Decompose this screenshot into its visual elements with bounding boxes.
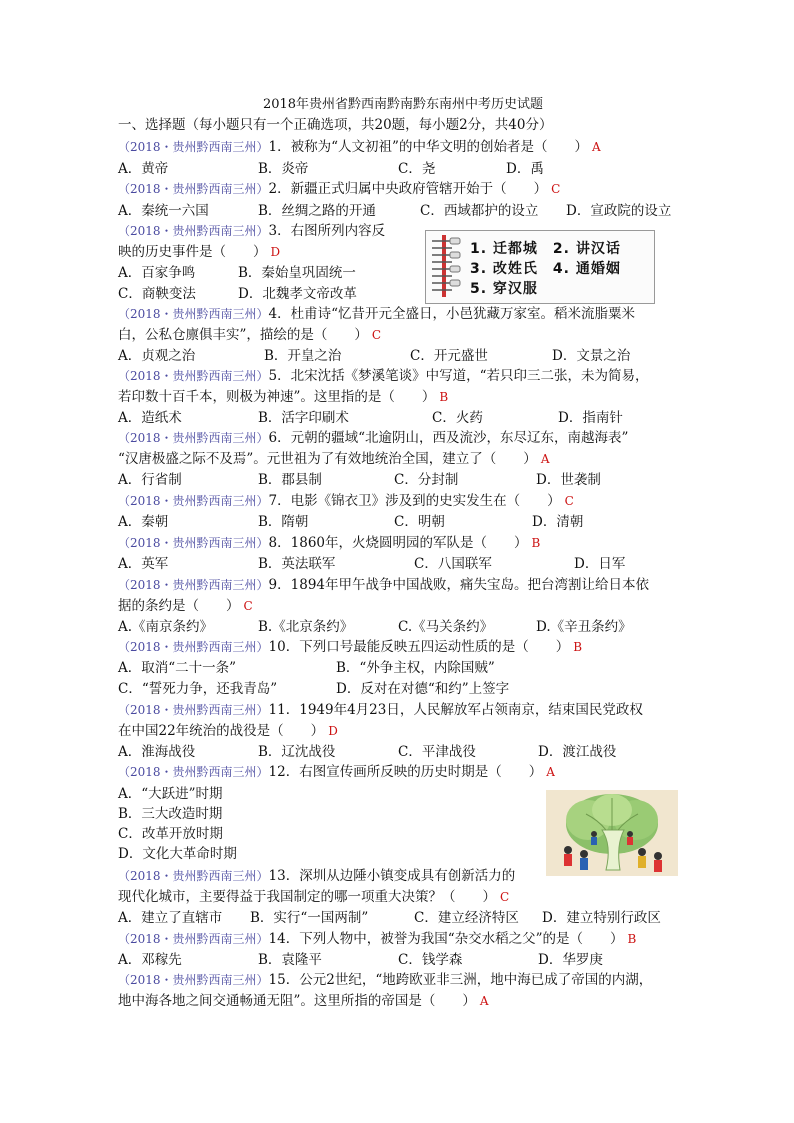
- question-text-cont: 现代化城市，主要得益于我国制定的哪一项重大决策？（ ）: [118, 888, 496, 905]
- answer-key: D: [328, 723, 338, 738]
- question-text: 4．杜甫诗“忆昔开元全盛日，小邑犹藏万家室。稻米流脂粟米: [268, 306, 636, 322]
- option-a: A．英军: [118, 556, 169, 572]
- question-1: [118, 137, 678, 158]
- option-d: D．渡江战役: [538, 744, 617, 760]
- option-b: B．炎帝: [258, 161, 309, 177]
- option-b: B．袁隆平: [258, 952, 322, 968]
- question-text-cont: 在中国22年统治的战役是（ ）: [118, 722, 325, 739]
- answer-key: B: [439, 389, 449, 404]
- option-d: D.《辛丑条约》: [536, 619, 632, 635]
- notebook-rings-icon: [428, 233, 464, 299]
- option-b: B．“外争主权，内除国贼”: [336, 660, 495, 676]
- question-text: 15．公元2世纪，“地跨欧亚非三洲，地中海已成了帝国的内湖，: [268, 972, 653, 988]
- reform-line: 5. 穿汉服: [470, 281, 538, 297]
- options-13: [118, 908, 678, 928]
- question-text: 2．新疆正式归属中央政府管辖开始于（ ）: [268, 181, 548, 197]
- question-source: （2018・贵州黔西南三州）: [118, 973, 269, 987]
- option-c: C．商鞅变法: [118, 286, 196, 302]
- option-d: D．指南针: [558, 410, 623, 426]
- question-source: （2018・贵州黔西南三州）: [118, 640, 269, 654]
- answer-key: C: [564, 494, 574, 508]
- option-a: A．贞观之治: [118, 348, 196, 364]
- question-source: （2018・贵州黔西南三州）: [118, 765, 269, 779]
- option-c: C.《马关条约》: [398, 619, 494, 635]
- section-heading: 一、选择题（每小题只有一个正确选项，共20题，每小题2分，共40分）: [118, 117, 553, 133]
- page-title: 2018年贵州省黔西南黔南黔东南州中考历史试题: [262, 97, 544, 112]
- option-c: C．改革开放时期: [118, 826, 223, 842]
- question-source: （2018・贵州黔西南三州）: [118, 369, 269, 383]
- question-7: [118, 491, 678, 512]
- option-c: C．“誓死力争，还我青岛”: [118, 681, 278, 697]
- option-d: D．世袭制: [536, 472, 601, 488]
- propaganda-poster-image: [546, 790, 678, 876]
- option-b: B．三大改造时期: [118, 806, 223, 822]
- question-15: [118, 970, 678, 1012]
- question-text-cont: 地中海各地之间交通畅通无阻”。这里所指的帝国是（ ）: [118, 992, 476, 1009]
- question-text-cont: 据的条约是（ ）: [118, 597, 240, 614]
- option-d: D．清朝: [532, 514, 584, 530]
- question-13: [118, 866, 548, 908]
- answer-key: D: [270, 244, 281, 259]
- reform-line: 1. 迁都城 2. 讲汉话: [470, 241, 621, 257]
- option-d: D．文化大革命时期: [118, 846, 237, 862]
- option-a: A.《南京条约》: [118, 619, 214, 635]
- option-b: B．郡县制: [258, 472, 322, 488]
- option-a: A．取消“二十一条”: [118, 660, 237, 676]
- answer-key: B: [627, 932, 637, 946]
- option-a: A．邓稼先: [118, 952, 182, 968]
- question-text: 11．1949年4月23日，人民解放军占领南京，结束国民党政权: [268, 702, 643, 718]
- option-b: B．开皇之治: [264, 348, 342, 364]
- answer-key: B: [531, 536, 541, 550]
- answer-key: A: [546, 765, 555, 779]
- options-11: [118, 742, 678, 762]
- reform-list-figure: [425, 230, 655, 304]
- option-a: A．“大跃进”时期: [118, 786, 223, 802]
- option-d: D．文景之治: [552, 348, 631, 364]
- answer-key: A: [591, 140, 601, 154]
- question-8: [118, 533, 678, 554]
- question-text: 6．元朝的疆域“北逾阴山，西及流沙，东尽辽东，南越海表”: [268, 430, 629, 446]
- reform-list: [470, 239, 621, 299]
- option-d: D．北魏孝文帝改革: [238, 286, 357, 302]
- option-b: B．实行“一国两制”: [250, 910, 369, 926]
- option-c: C．明朝: [394, 514, 445, 530]
- option-c: C．分封制: [394, 472, 459, 488]
- question-text: 14．下列人物中，被誉为我国“杂交水稻之父”的是（ ）: [268, 931, 624, 947]
- question-text: 1．被称为“人文初祖”的中华文明的创始者是（ ）: [268, 139, 588, 155]
- question-text-cont: 映的历史事件是（ ）: [118, 243, 267, 260]
- question-text: 10．下列口号最能反映五四运动性质的是（ ）: [268, 639, 570, 655]
- option-d: D．宣政院的设立: [566, 203, 672, 219]
- options-10a: [118, 658, 678, 678]
- option-a: A．秦朝: [118, 514, 169, 530]
- option-a: A．黄帝: [118, 161, 169, 177]
- option-c: C．建立经济特区: [414, 910, 519, 926]
- option-d: D．日军: [574, 556, 626, 572]
- question-source: （2018・贵州黔西南三州）: [118, 932, 269, 946]
- answer-key: A: [540, 451, 550, 466]
- option-a: A．秦统一六国: [118, 203, 209, 219]
- question-text: 3．右图所列内容反: [268, 223, 386, 239]
- options-2: [118, 201, 678, 221]
- question-text-cont: 白，公私仓廪俱丰实”，描绘的是（ ）: [118, 326, 368, 343]
- question-text-cont: “汉唐极盛之际不及焉”。元世祖为了有效地统治全国，建立了（ ）: [118, 450, 537, 467]
- question-source: （2018・贵州黔西南三州）: [118, 869, 269, 883]
- question-11: [118, 700, 678, 742]
- question-4: [118, 304, 678, 346]
- answer-key: A: [479, 993, 489, 1008]
- question-text: 9．1894年甲午战争中国战败，痛失宝岛。把台湾割让给日本依: [268, 577, 649, 593]
- option-d: D．反对在对德“和约”上签字: [336, 681, 510, 697]
- question-2: [118, 179, 678, 200]
- answer-key: C: [500, 889, 510, 904]
- question-source: （2018・贵州黔西南三州）: [118, 307, 269, 321]
- option-b: B．活字印刷术: [258, 410, 349, 426]
- question-text: 5．北宋沈括《梦溪笔谈》中写道，“若只印三二张，未为简易，: [268, 368, 649, 384]
- option-c: C．八国联军: [414, 556, 492, 572]
- option-b: B．英法联军: [258, 556, 336, 572]
- option-b: B．秦始皇巩固统一: [238, 265, 356, 281]
- question-text: 7．电影《锦衣卫》涉及到的史实发生在（ ）: [268, 493, 561, 509]
- option-a: A．造纸术: [118, 410, 182, 426]
- question-source: （2018・贵州黔西南三州）: [118, 140, 269, 154]
- question-text: 13．深圳从边陲小镇变成具有创新活力的: [268, 868, 516, 884]
- question-10: [118, 637, 678, 658]
- question-6: [118, 428, 678, 470]
- question-12: [118, 762, 678, 783]
- options-6: [118, 470, 678, 490]
- question-source: （2018・贵州黔西南三州）: [118, 431, 269, 445]
- answer-key: C: [243, 598, 253, 613]
- option-b: B．隋朝: [258, 514, 309, 530]
- options-4: [118, 346, 678, 366]
- option-c: C．火药: [432, 410, 483, 426]
- options-8: [118, 554, 678, 574]
- question-source: （2018・贵州黔西南三州）: [118, 536, 269, 550]
- option-d: D．禹: [506, 161, 544, 177]
- option-c: C．平津战役: [398, 744, 476, 760]
- options-14: [118, 950, 678, 970]
- option-b: B．辽沈战役: [258, 744, 336, 760]
- question-5: [118, 366, 678, 408]
- question-source: （2018・贵州黔西南三州）: [118, 578, 269, 592]
- option-a: A．建立了直辖市: [118, 910, 223, 926]
- question-text: 12．右图宣传画所反映的历史时期是（ ）: [268, 764, 543, 780]
- option-c: C．西域都护的设立: [420, 203, 539, 219]
- question-3: [118, 221, 418, 263]
- question-source: （2018・贵州黔西南三州）: [118, 224, 269, 238]
- question-source: （2018・贵州黔西南三州）: [118, 494, 269, 508]
- option-d: D．建立特别行政区: [542, 910, 661, 926]
- option-a: A．行省制: [118, 472, 182, 488]
- reform-line: 3. 改姓氏 4. 通婚姻: [470, 261, 621, 277]
- answer-key: C: [371, 327, 382, 342]
- answer-key: B: [573, 640, 583, 654]
- question-source: （2018・贵州黔西南三州）: [118, 703, 269, 717]
- option-b: B．丝绸之路的开通: [258, 203, 376, 219]
- option-b: B.《北京条约》: [258, 619, 354, 635]
- options-7: [118, 512, 678, 532]
- option-a: A．百家争鸣: [118, 265, 196, 281]
- option-d: D．华罗庚: [538, 952, 603, 968]
- option-c: C．开元盛世: [410, 348, 488, 364]
- question-9: [118, 575, 678, 617]
- option-c: C．钱学森: [398, 952, 463, 968]
- question-source: （2018・贵州黔西南三州）: [118, 182, 269, 196]
- question-text-cont: 若印数十百千本，则极为神速”。这里指的是（ ）: [118, 388, 436, 405]
- answer-key: C: [551, 182, 561, 196]
- option-c: C．尧: [398, 161, 436, 177]
- option-a: A．淮海战役: [118, 744, 196, 760]
- options-5: [118, 408, 678, 428]
- options-1: [118, 159, 678, 179]
- options-9: [118, 617, 678, 637]
- question-14: [118, 929, 678, 950]
- options-10b: [118, 679, 678, 699]
- question-text: 8．1860年，火烧圆明园的军队是（ ）: [268, 535, 528, 551]
